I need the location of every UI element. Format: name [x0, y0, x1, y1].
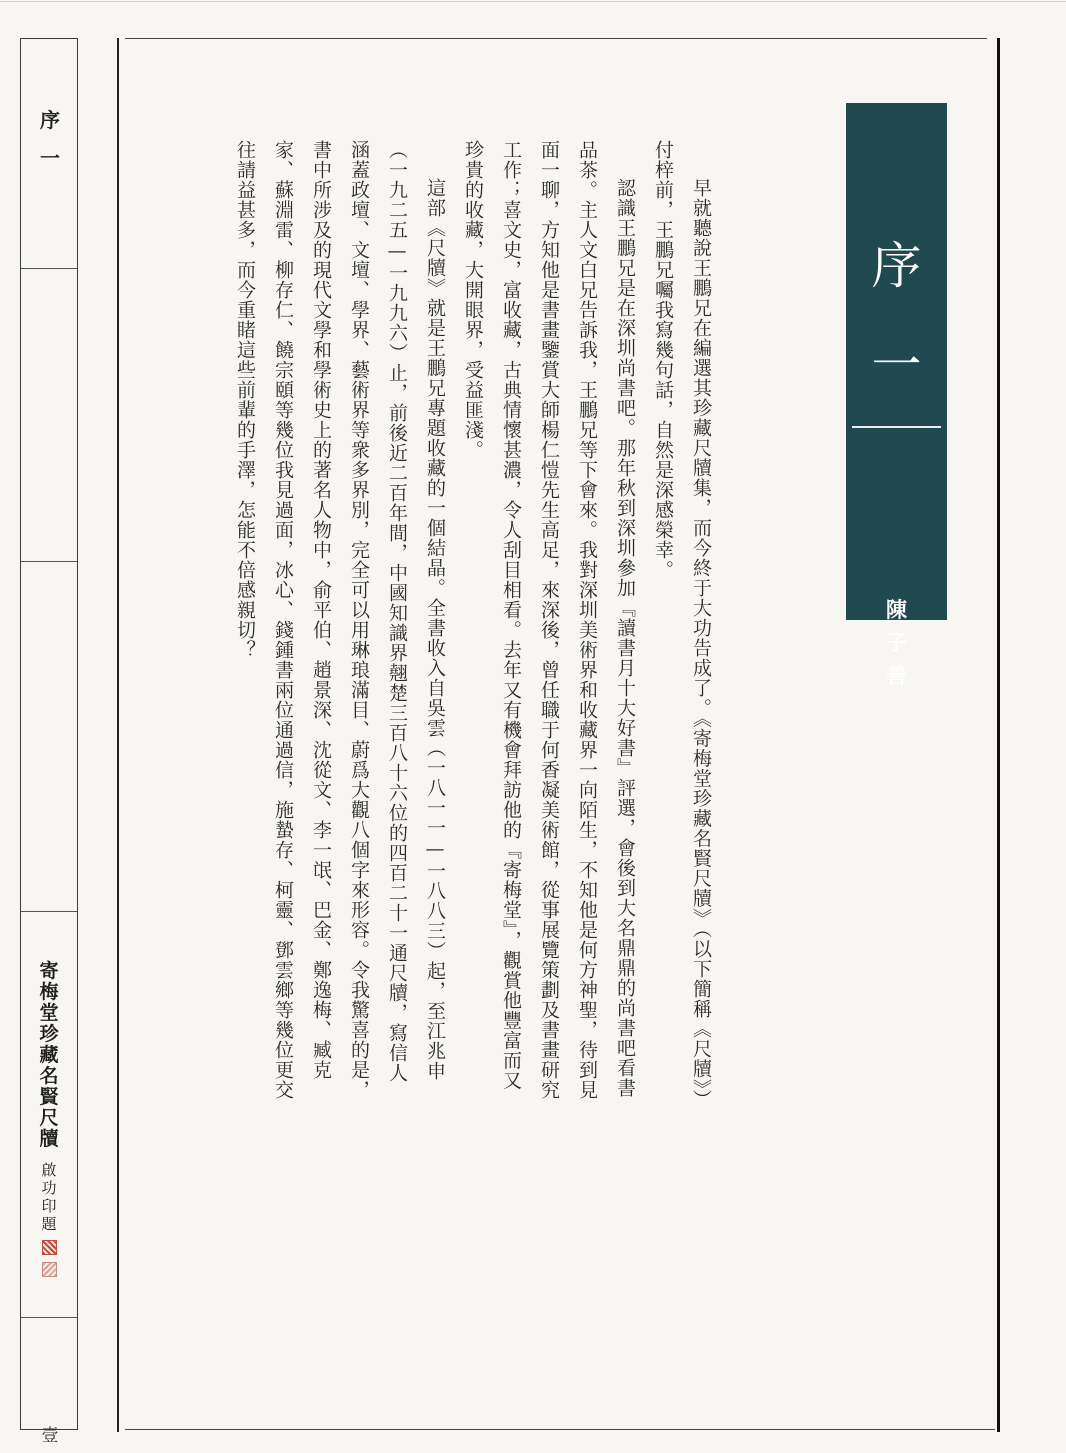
- author-name: 陳 子 善: [886, 597, 907, 688]
- calligraphy-book-title: [31, 961, 67, 1281]
- strip-title-char: 一: [40, 146, 60, 170]
- paragraph: 認識王鵬兄是在深圳尚書吧。那年秋到深圳參加『讀書月十大好書』評選，會後到大名鼎鼎的尚書吧看書品茶。主人文白兄告訴我，王鵬兄等下會來。我對深圳美術界和收藏界一向陌生，不知他是何方神聖，待到見面一聊，方知他是書畫鑒賞大師楊仁愷先生高足，來深後，曾任職于何香凝美術館，從事展覽策劃及書畫研究工作；喜文史，富收藏，古典情懷甚濃，令人刮目相看。去年又有機會拜訪他的『寄梅堂』，觀賞他豐富而又珍貴的收藏，大開眼界，受益匪淺。: [462, 140, 636, 1100]
- title-divider: [852, 426, 941, 428]
- strip-divider: [21, 561, 77, 562]
- strip-chapter-title: [21, 101, 79, 177]
- chapter-title-block: [846, 103, 947, 688]
- strip-title-char: 序: [40, 108, 60, 132]
- strip-divider: [21, 1317, 77, 1318]
- strip-divider: [21, 911, 77, 912]
- calligraphy-title-text: 寄 梅 堂 珍 藏 名 賢 尺 牘: [39, 960, 59, 1150]
- margin-strip: [20, 38, 78, 1446]
- paragraph: 這部《尺牘》就是王鵬兄專題收藏的一個結晶。全書收入自吳雲（一八一一—一八八三）起，至江兆申（一九二五—一九九六）止，前後近二百年間，中國知識界翹楚三百八十六位的四百二十一通尺牘，寫信人涵蓋政壇、文壇、學界、藝術界等衆多界別，完全可以用琳琅滿目、蔚爲大觀八個字來形容。令我驚喜的是，書中所涉及的現代文學和學術史上的著名人物中，俞平伯、趙景深、沈從文、李一氓、巴金、鄭逸梅、臧克家、蘇淵雷、柳存仁、饒宗頤等幾位我見過面，冰心、錢鍾書兩位通過信，施蟄存、柯靈、鄧雲鄉等幾位更交往請益甚多，而今重睹這些前輩的手澤，怎能不倍感親切？: [234, 140, 446, 1100]
- preface-body: [160, 140, 720, 1100]
- chapter-title-char: 一: [871, 336, 922, 394]
- top-edge-rule: [0, 1, 1066, 2]
- page-number: 壹: [41, 1426, 59, 1446]
- red-seal-icon: [42, 1240, 57, 1255]
- frame-top-rule: [125, 38, 987, 39]
- strip-divider: [21, 268, 77, 269]
- chapter-title-char: 序: [871, 237, 922, 295]
- frame-bottom-rule: [125, 1429, 995, 1430]
- calligraphy-signature: 啟 功 印 題: [41, 1161, 57, 1233]
- frame-left-rule: [117, 38, 119, 1432]
- paragraph: 早就聽說王鵬兄在編選其珍藏尺牘集，而今終于大功告成了。《寄梅堂珍藏名賢尺牘》（以下簡稱《尺牘》）付梓前，王鵬兄囑我寫幾句話，自然是深感榮幸。: [652, 140, 712, 1100]
- red-seal-icon: [42, 1262, 57, 1277]
- frame-right-rule: [997, 38, 1000, 1432]
